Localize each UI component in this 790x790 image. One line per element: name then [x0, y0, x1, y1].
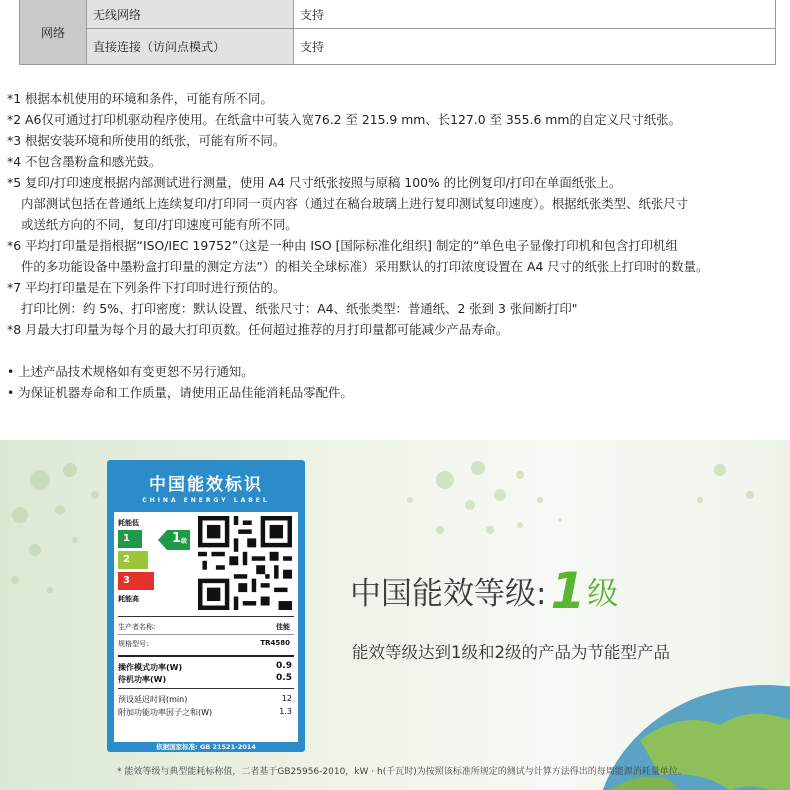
qr-code-icon [198, 516, 292, 610]
spec-value: 支持 [294, 29, 776, 65]
energy-label [107, 460, 305, 752]
headline-grade-number: 1 [550, 562, 586, 620]
note: *6 平均打印量是指根据“ISO/IEC 19752”（这是一种由 ISO [国际标准化组织] 制定的“单色电子显像打印机和包含打印机组 [7, 238, 678, 253]
model-label: 规格型号: [118, 640, 149, 648]
manufacturer-value: 佳能 [276, 623, 290, 631]
operating-power-label: 操作模式功率(W) [118, 663, 183, 672]
banner-footnote: * 能效等级与典型能耗标称值，二者基于GB25956-2010，kW · h(千瓦时)为按照该标准所规定的测试与计算方法得出的每周能源消耗量单位。 [117, 767, 687, 777]
note: 件的多功能设备中墨粉盒打印量的测定方法”）的相关全球标准）采用默认的打印浓度设置在 A4 尺寸的纸张上打印时的数量。 [21, 259, 709, 274]
energy-label-footer: 依据国家标准: GB 21521-2014 [156, 743, 256, 751]
note: *5 复印/打印速度根据内部测试进行测量，使用 A4 尺寸纸张按照与原稿 100% 的比例复印/打印在单面纸张上。 [7, 175, 622, 190]
spec-value: 支持 [294, 0, 776, 29]
note: *2 A6仅可通过打印机驱动程序使用。在纸盒中可装入宽76.2 至 215.9 mm、长127.0 至 355.6 mm的自定义尺寸纸张。 [7, 112, 681, 127]
note: *4 不包含墨粉盒和感光鼓。 [7, 154, 162, 169]
energy-label-body [114, 512, 298, 742]
bullet-note: • 为保证机器寿命和工作质量，请使用正品佳能消耗品零配件。 [7, 385, 353, 400]
grade-badge-number: 1 [172, 531, 182, 546]
table-row [20, 29, 776, 65]
headline-colon: : [536, 576, 547, 612]
note: 或送纸方向的不同，复印/打印速度可能有所不同。 [21, 217, 298, 232]
spec-item: 直接连接（访问点模式） [87, 29, 294, 65]
headline-grade-suffix: 级 [587, 576, 619, 612]
headline-prefix: 中国能效等级 [350, 576, 536, 612]
additional-power-label: 附加功能功率因子之和(W) [118, 708, 213, 717]
note: *1 根据本机使用的环境和条件，可能有所不同。 [7, 91, 273, 106]
delay-time-value: 12 [281, 694, 292, 703]
note: *3 根据安装环境和所使用的纸张，可能有所不同。 [7, 133, 286, 148]
energy-label-title: 中国能效标识 [149, 475, 263, 495]
standby-power-value: 0.5 [276, 673, 292, 683]
note: 打印比例：约 5%、打印密度：默认设置、纸张尺寸：A4、纸张类型：普通纸、2 张到 3 张间断打印" [21, 301, 578, 316]
low-energy-text: 耗能低 [118, 519, 139, 527]
note: *8 月最大打印量为每个月的最大打印页数。任何超过推荐的月打印量都可能减少产品寿命。 [7, 322, 509, 337]
energy-label-subtitle: CHINA ENERGY LABEL [142, 497, 270, 504]
energy-banner [0, 440, 790, 790]
note: *7 平均打印量是在下列条件下打印时进行预估的。 [7, 280, 286, 295]
grade-3-bar: 3 [118, 572, 154, 590]
standby-power-label: 待机功率(W) [118, 675, 167, 684]
spec-category: 网络 [20, 0, 87, 65]
grade-1-bar: 1 [118, 530, 142, 548]
spec-item: 无线网络 [87, 0, 294, 29]
table-row [20, 0, 776, 29]
manufacturer-label: 生产者名称: [118, 623, 156, 631]
delay-time-label: 预设延迟时间(min) [118, 695, 188, 704]
additional-power-value: 1.3 [279, 707, 292, 716]
spec-table [19, 0, 776, 65]
grade-2-bar: 2 [118, 551, 148, 569]
high-energy-text: 耗能高 [118, 595, 139, 603]
bullet-note: • 上述产品技术规格如有变更恕不另行通知。 [7, 364, 254, 379]
energy-grade-subline: 能效等级达到1级和2级的产品为节能型产品 [352, 643, 670, 662]
footnotes [7, 88, 785, 403]
energy-grade-headline [350, 558, 619, 620]
operating-power-value: 0.9 [276, 661, 292, 671]
model-value: TR4580 [260, 639, 290, 647]
note: 内部测试包括在普通纸上连续复印/打印同一页内容（通过在稿台玻璃上进行复印测试复印速度）。根据纸张类型、纸张尺寸 [21, 196, 689, 211]
grade-badge-suffix: 级 [181, 538, 188, 545]
